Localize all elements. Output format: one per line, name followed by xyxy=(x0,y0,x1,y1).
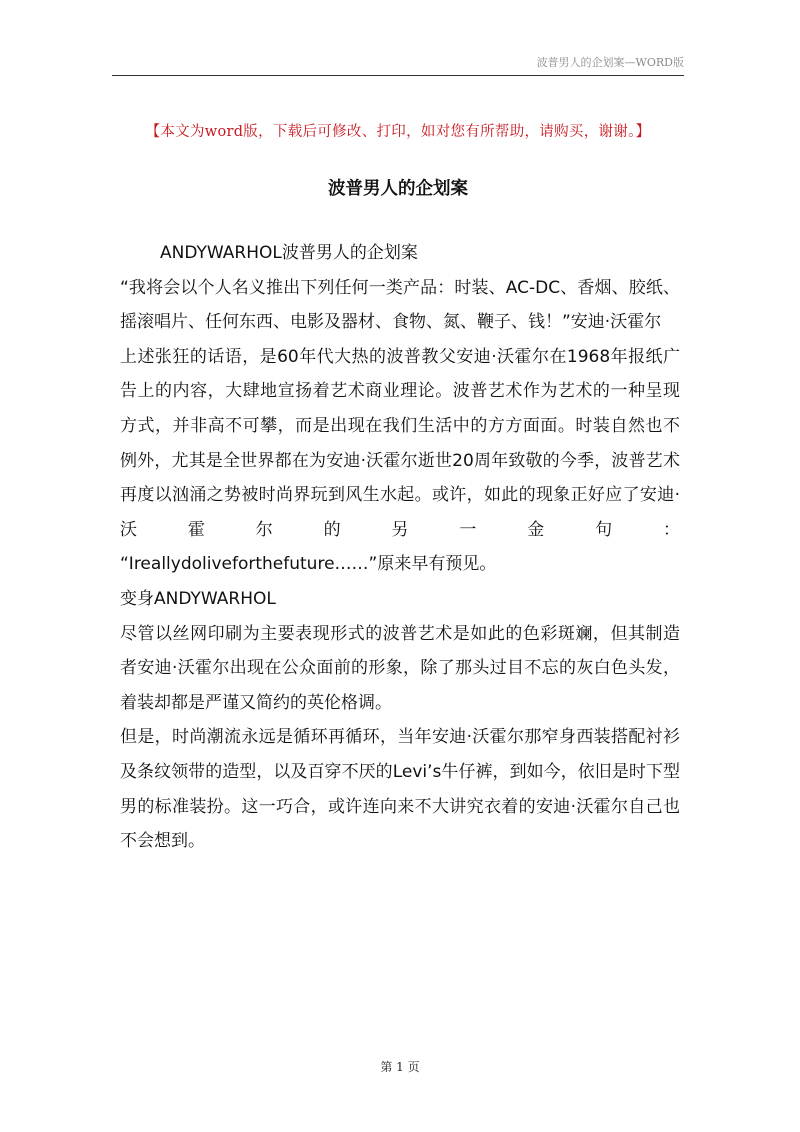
paragraph-quote-future: “Ireallydoliveforthefuture……”原来早有预见。 xyxy=(120,554,497,575)
paragraph-image: 尽管以丝网印刷为主要表现形式的波普艺术是如此的色彩斑斓，但其制造者安迪·沃霍尔出现在公众面前的形象，除了那头过目不忘的灰白色头发，着装却都是严谨又简约的英伦格调。 xyxy=(120,623,680,713)
paragraph-fashion: 但是，时尚潮流永远是循环再循环，当年安迪·沃霍尔那窄身西装搭配衬衫及条纹领带的造型，以及百穿不厌的Levi’s牛仔裤，到如今，依旧是时下型男的标准装扮。这一巧合，或许连向来不大讲究衣着的安迪·沃霍尔自己也不会想到。 xyxy=(120,727,680,852)
word-version-notice: 【本文为word版，下载后可修改、打印，如对您有所帮助，请购买，谢谢。】 xyxy=(145,124,651,140)
document-title: 波普男人的企划案 xyxy=(328,179,468,199)
document-body xyxy=(120,236,680,859)
header-divider xyxy=(112,75,684,76)
paragraph-subtitle: ANDYWARHOL波普男人的企划案 xyxy=(160,243,418,263)
paragraph-intro: 上述张狂的话语，是60年代大热的波普教父安迪·沃霍尔在1968年报纸广告上的内容，大肆地宣扬着艺术商业理论。波普艺术作为艺术的一种呈现方式，并非高不可攀，而是出现在我们生活中的方方面面。时装自然也不例外，尤其是全世界都在为安迪·沃霍尔逝世20周年致敬的今季，波普艺术再度以汹涌之势被时尚界玩到风生水起。或许，如此的现象正好应了安迪·沃霍尔的另一金句： xyxy=(120,346,680,540)
section-heading: 变身ANDYWARHOL xyxy=(120,588,276,609)
page-header: 波普男人的企划案—WORD版 xyxy=(536,56,684,69)
paragraph-quote: “我将会以个人名义推出下列任何一类产品：时装、AC-DC、香烟、胶纸、摇滚唱片、任何东西、电影及器材、食物、氮、鞭子、钱！”安迪·沃霍尔 xyxy=(120,277,680,333)
page-number: 第 1 页 xyxy=(380,1060,420,1074)
